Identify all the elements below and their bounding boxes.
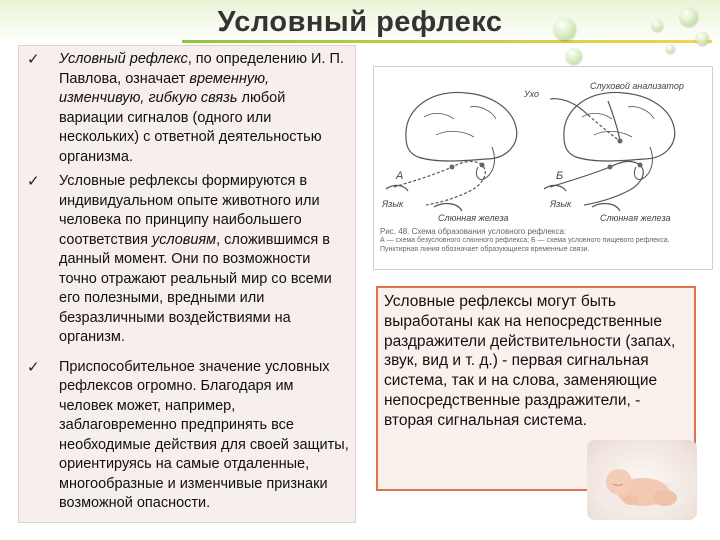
- water-drop-icon: [652, 20, 663, 31]
- brain-folds-a: [424, 107, 496, 137]
- bullet-text: условиям: [152, 231, 217, 248]
- checkmark-icon: ✓: [27, 173, 40, 190]
- water-drop-icon: [666, 44, 675, 53]
- title-underline: [182, 40, 712, 43]
- neuron-dot: [638, 163, 643, 168]
- neuron-dot: [480, 163, 485, 168]
- water-drop-icon: [566, 48, 582, 64]
- gland-shape-a: [434, 204, 462, 211]
- label-gland-b: Слюнная железа: [600, 213, 671, 223]
- slide-title: Условный рефлекс: [217, 6, 503, 38]
- label-tongue-a: Язык: [382, 199, 404, 209]
- bullet-item: [25, 358, 349, 514]
- brain-outline-b: [564, 92, 675, 161]
- gland-shape-b: [592, 204, 620, 211]
- bullet-list: [19, 46, 355, 514]
- label-tongue-b: Язык: [550, 199, 572, 209]
- neuron-dot: [608, 165, 613, 170]
- label-gland-a: Слюнная железа: [438, 213, 509, 223]
- temporary-link: [588, 115, 620, 141]
- bullet-text: любой вариации сигналов (одного или нескольких) с ответной деятельностью организма.: [59, 90, 322, 165]
- bullet-item: [25, 50, 349, 167]
- bullet-text: Приспособительное значение условных рефлексов огромно. Благодаря им человек может, например, заблаговременно предпринять все необходимые действия для своей защиты, ориентируясь на самые отдаленные, многообразные и изменчивые признаки возможной опасности.: [59, 358, 349, 511]
- label-panel-b: Б: [556, 170, 564, 182]
- checkmark-icon: ✓: [27, 358, 40, 376]
- caption-body: А — схема безусловного слюнного рефлекса; Б — схема условного пищевого рефлекса. Пунктирная линия обозначает образующиеся временные связи.: [380, 237, 670, 253]
- definition-panel: [18, 45, 356, 523]
- bullet-text: , сложившимся в данный момент. Они по возможности точно отражают реальный мир со всеми его полезными, вредными или безразличными воздействиями на организм.: [59, 231, 332, 345]
- neuron-dot: [450, 165, 455, 170]
- tongue-shape-b: [544, 185, 566, 191]
- bullet-text: Условные рефлексы формируются в индивидуальном опыте животного или человека по принципу наибольшего соответствия: [59, 173, 320, 248]
- bullet-text: Условный рефлекс: [59, 51, 188, 67]
- tongue-shape-a: [386, 185, 408, 191]
- label-ukh: Ухо: [524, 89, 540, 99]
- bullet-text: временную, изменчивую, гибкую связь: [59, 70, 270, 106]
- water-drop-icon: [696, 32, 709, 45]
- label-auditory-center: Слуховой анализатор: [590, 81, 684, 91]
- brain-outline-a: [406, 92, 517, 161]
- sleeping-baby-photo: [587, 440, 697, 520]
- label-panel-a: А: [396, 170, 404, 182]
- signal-systems-text: Условные рефлексы могут быть выработаны как на непосредственные раздражители действительности (запах, звук, вид и т. д.) - первая сигнальная система, так и на слова, заменяющие непосредственные раздражители, - вторая сигнальная система.: [384, 293, 676, 429]
- bullet-text: , по определению И. П. Павлова, означает: [59, 51, 344, 87]
- reflex-diagram: [373, 66, 713, 270]
- water-drop-icon: [680, 8, 698, 26]
- diagram-caption: [380, 227, 706, 254]
- water-drop-icon: [554, 18, 576, 40]
- caption-heading: Рис. 48. Схема образования условного рефлекса:: [380, 227, 567, 236]
- nerve-path-a: [394, 161, 485, 205]
- baby-drawing: [587, 440, 697, 520]
- checkmark-icon: ✓: [27, 51, 40, 68]
- cerebellum-a: [476, 147, 494, 179]
- bullet-item: [25, 172, 349, 348]
- auditory-line: [608, 101, 620, 141]
- neuron-dot: [618, 139, 623, 144]
